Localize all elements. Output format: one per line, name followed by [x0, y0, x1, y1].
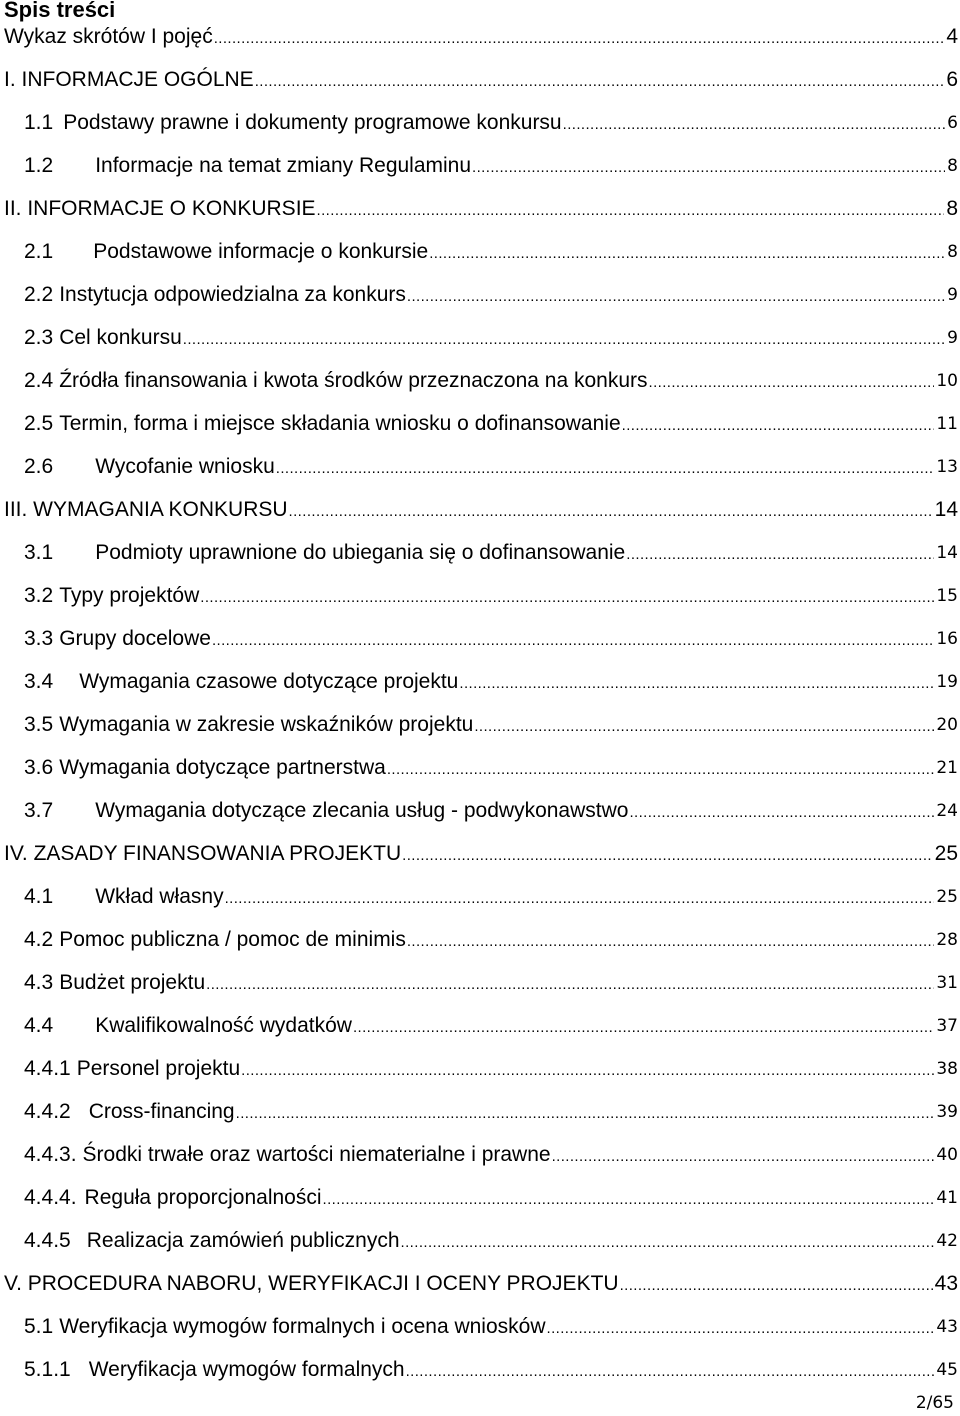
toc-dot-leader: [225, 888, 935, 910]
toc-entry-page-number: 15: [936, 586, 958, 606]
toc-entry-number: 3.6: [24, 756, 54, 779]
toc-entry-page-number: 6: [947, 113, 958, 133]
toc-entry-page-number: 6: [946, 68, 958, 91]
toc-entry-page-number: 38: [936, 1059, 958, 1079]
toc-entry[interactable]: [0, 880, 960, 910]
toc-entry-page-number: 19: [936, 672, 958, 692]
toc-entry-page-number: 24: [936, 801, 958, 821]
toc-entry-number: 4.4: [24, 1014, 54, 1037]
toc-dot-leader: [406, 1361, 935, 1383]
toc-entry-number: 4.4.3.: [24, 1143, 77, 1166]
toc-entry-page-number: 8: [946, 197, 958, 220]
toc-entry-page-number: 9: [947, 328, 958, 348]
toc-entry-page-number: 10: [936, 371, 958, 391]
toc-title: Spis treści: [4, 0, 116, 22]
toc-entry-title: Kwalifikowalność wydatków: [95, 1014, 352, 1037]
toc-entry[interactable]: [0, 1310, 960, 1340]
toc-entry-page-number: 39: [936, 1102, 958, 1122]
toc-entry-title: Wykaz skrótów I pojęć: [4, 25, 213, 48]
toc-entry[interactable]: [0, 493, 960, 523]
toc-entry-title: Weryfikacja wymogów formalnych i ocena wniosków: [59, 1315, 546, 1338]
toc-entry[interactable]: [0, 364, 960, 394]
toc-entry[interactable]: [0, 1267, 960, 1297]
toc-dot-leader: [276, 458, 935, 480]
toc-entry[interactable]: [0, 794, 960, 824]
toc-entry-title: Podstawy prawne i dokumenty programowe konkursu: [63, 111, 562, 134]
toc-entry-number: 2.4: [24, 369, 54, 392]
toc-entry-page-number: 37: [936, 1016, 958, 1036]
toc-entry-title: Informacje na temat zmiany Regulaminu: [95, 154, 472, 177]
toc-dot-leader: [626, 544, 934, 566]
toc-entry-page-number: 8: [947, 242, 958, 262]
toc-entry-page-number: 14: [936, 543, 958, 563]
toc-entry[interactable]: [0, 622, 960, 652]
toc-entry-title: Źródła finansowania i kwota środków przeznaczona na konkurs: [59, 369, 648, 392]
toc-entry-page-number: 31: [936, 973, 958, 993]
toc-dot-leader: [212, 630, 934, 652]
toc-entry-number: 2.6: [24, 455, 54, 478]
toc-entry-title: I. INFORMACJE OGÓLNE: [4, 68, 254, 91]
toc-entry-page-number: 9: [947, 285, 958, 305]
toc-entry-title: Termin, forma i miejsce składania wniosku o dofinansowanie: [59, 412, 621, 435]
toc-entry[interactable]: [0, 665, 960, 695]
toc-entry-page-number: 11: [936, 414, 958, 434]
toc-entry[interactable]: [0, 407, 960, 437]
toc-entry[interactable]: [0, 20, 960, 50]
toc-entry-title: Wymagania w zakresie wskaźników projektu: [59, 713, 474, 736]
toc-entry[interactable]: [0, 1181, 960, 1211]
toc-entry-number: 2.1: [24, 240, 54, 263]
toc-entry-title: Budżet projektu: [59, 971, 206, 994]
toc-entry-number: 2.3: [24, 326, 54, 349]
toc-entry-title: Pomoc publiczna / pomoc de minimis: [59, 928, 406, 951]
toc-dot-leader: [552, 1146, 935, 1168]
toc-entry-number: 3.5: [24, 713, 54, 736]
toc-entry-title: Wymagania dotyczące partnerstwa: [59, 756, 386, 779]
toc-entry[interactable]: [0, 837, 960, 867]
toc-dot-leader: [622, 415, 935, 437]
toc-entry-number: 1.2: [24, 154, 54, 177]
toc-entry-title: V. PROCEDURA NABORU, WERYFIKACJI I OCENY PROJEKTU: [4, 1272, 619, 1295]
toc-entry-number: 4.2: [24, 928, 54, 951]
toc-entry-number: 2.5: [24, 412, 54, 435]
toc-entry-title: II. INFORMACJE O KONKURSIE: [4, 197, 316, 220]
toc-entry-title: Wycofanie wniosku: [95, 455, 275, 478]
toc-entry[interactable]: [0, 321, 960, 351]
toc-entry[interactable]: [0, 923, 960, 953]
toc-entry-page-number: 8: [947, 156, 958, 176]
toc-dot-leader: [620, 1275, 933, 1297]
toc-dot-leader: [317, 200, 945, 222]
toc-dot-leader: [459, 673, 934, 695]
toc-dot-leader: [649, 372, 935, 394]
toc-entry-title: Wymagania czasowe dotyczące projektu: [79, 670, 459, 693]
toc-entry[interactable]: [0, 63, 960, 93]
toc-entry-number: 4.4.4.: [24, 1186, 77, 1209]
toc-dot-leader: [353, 1017, 934, 1039]
toc-dot-leader: [429, 243, 945, 265]
toc-dot-leader: [214, 28, 945, 50]
toc-entry-number: 5.1.1: [24, 1358, 71, 1381]
toc-entry-title: Typy projektów: [59, 584, 200, 607]
toc-entry-number: 1.1: [24, 111, 54, 134]
toc-entry-number: 3.7: [24, 799, 54, 822]
toc-entry-title: Środki trwałe oraz wartości niematerialne i prawne: [82, 1143, 551, 1166]
toc-entry-number: 4.4.1: [24, 1057, 71, 1080]
toc-entry-page-number: 43: [934, 1272, 958, 1295]
toc-entry-number: 3.4: [24, 670, 54, 693]
toc-entry-title: Wkład własny: [95, 885, 224, 908]
toc-entry[interactable]: [0, 106, 960, 136]
toc-entry[interactable]: [0, 192, 960, 222]
toc-entry-number: 5.1: [24, 1315, 54, 1338]
toc-entry[interactable]: [0, 751, 960, 781]
toc-entry-number: 3.2: [24, 584, 54, 607]
toc-entry-title: IV. ZASADY FINANSOWANIA PROJEKTU: [4, 842, 402, 865]
toc-entry[interactable]: [0, 1353, 960, 1383]
toc-entry[interactable]: [0, 966, 960, 996]
toc-entry-page-number: 43: [936, 1317, 958, 1337]
toc-dot-leader: [241, 1060, 934, 1082]
toc-entry[interactable]: [0, 579, 960, 609]
toc-entry-title: III. WYMAGANIA KONKURSU: [4, 498, 288, 521]
toc-entry[interactable]: [0, 1009, 960, 1039]
toc-dot-leader: [183, 329, 945, 351]
toc-dot-leader: [474, 716, 934, 738]
toc-entry-page-number: 25: [936, 887, 958, 907]
toc-entry-title: Instytucja odpowiedzialna za konkurs: [59, 283, 406, 306]
toc-entry-number: 3.1: [24, 541, 54, 564]
toc-dot-leader: [563, 114, 946, 136]
toc-dot-leader: [387, 759, 935, 781]
page-number-footer: 2/65: [915, 1393, 954, 1413]
toc-dot-leader: [323, 1189, 935, 1211]
toc-entry-page-number: 16: [936, 629, 958, 649]
toc-dot-leader: [200, 587, 934, 609]
toc-entry-title: Cel konkursu: [59, 326, 182, 349]
toc-entry-title: Podmioty uprawnione do ubiegania się o dofinansowanie: [95, 541, 626, 564]
toc-dot-leader: [407, 931, 935, 953]
toc-entry-page-number: 45: [936, 1360, 958, 1380]
toc-entry-page-number: 21: [936, 758, 958, 778]
toc-entry-page-number: 41: [936, 1188, 958, 1208]
toc-entry-number: 4.4.2: [24, 1100, 71, 1123]
toc-dot-leader: [472, 157, 945, 179]
toc-entry-page-number: 40: [936, 1145, 958, 1165]
toc-entry-title: Podstawowe informacje o konkursie: [93, 240, 429, 263]
toc-entry-number: 4.1: [24, 885, 54, 908]
toc-entry-title: Cross-financing: [88, 1100, 235, 1123]
toc-entry[interactable]: [0, 235, 960, 265]
toc-dot-leader: [547, 1318, 935, 1340]
toc-entry-title: Weryfikacja wymogów formalnych: [88, 1358, 405, 1381]
toc-entry-number: 4.3: [24, 971, 54, 994]
toc-dot-leader: [255, 71, 945, 93]
toc-dot-leader: [629, 802, 934, 824]
toc-entry-page-number: 20: [936, 715, 958, 735]
toc-dot-leader: [401, 1232, 935, 1254]
toc-entry-number: 4.4.5: [24, 1229, 71, 1252]
toc-entry-page-number: 42: [936, 1231, 958, 1251]
toc-dot-leader: [289, 501, 933, 523]
toc-entry[interactable]: [0, 450, 960, 480]
toc-entry-page-number: 4: [946, 25, 958, 48]
toc-entry-title: Grupy docelowe: [59, 627, 211, 650]
toc-entry[interactable]: [0, 1052, 960, 1082]
toc-entry-number: 2.2: [24, 283, 54, 306]
toc-entry[interactable]: [0, 1138, 960, 1168]
toc-dot-leader: [206, 974, 934, 996]
toc-entry-page-number: 13: [936, 457, 958, 477]
toc-entry-title: Reguła proporcjonalności: [84, 1186, 322, 1209]
toc-entry-page-number: 25: [934, 842, 958, 865]
toc-dot-leader: [402, 845, 932, 867]
toc-dot-leader: [236, 1103, 935, 1125]
toc-entry-page-number: 14: [934, 498, 958, 521]
toc-entry[interactable]: [0, 536, 960, 566]
toc-entry-title: Personel projektu: [76, 1057, 241, 1080]
toc-dot-leader: [407, 286, 945, 308]
toc-entry[interactable]: [0, 278, 960, 308]
toc-entry[interactable]: [0, 1224, 960, 1254]
toc-entry[interactable]: [0, 1095, 960, 1125]
toc-entry[interactable]: [0, 708, 960, 738]
toc-entry-page-number: 28: [936, 930, 958, 950]
toc-entry-title: Wymagania dotyczące zlecania usług - podwykonawstwo: [95, 799, 629, 822]
toc-entry-title: Realizacja zamówień publicznych: [86, 1229, 400, 1252]
toc-entry[interactable]: [0, 149, 960, 179]
toc-entry-number: 3.3: [24, 627, 54, 650]
